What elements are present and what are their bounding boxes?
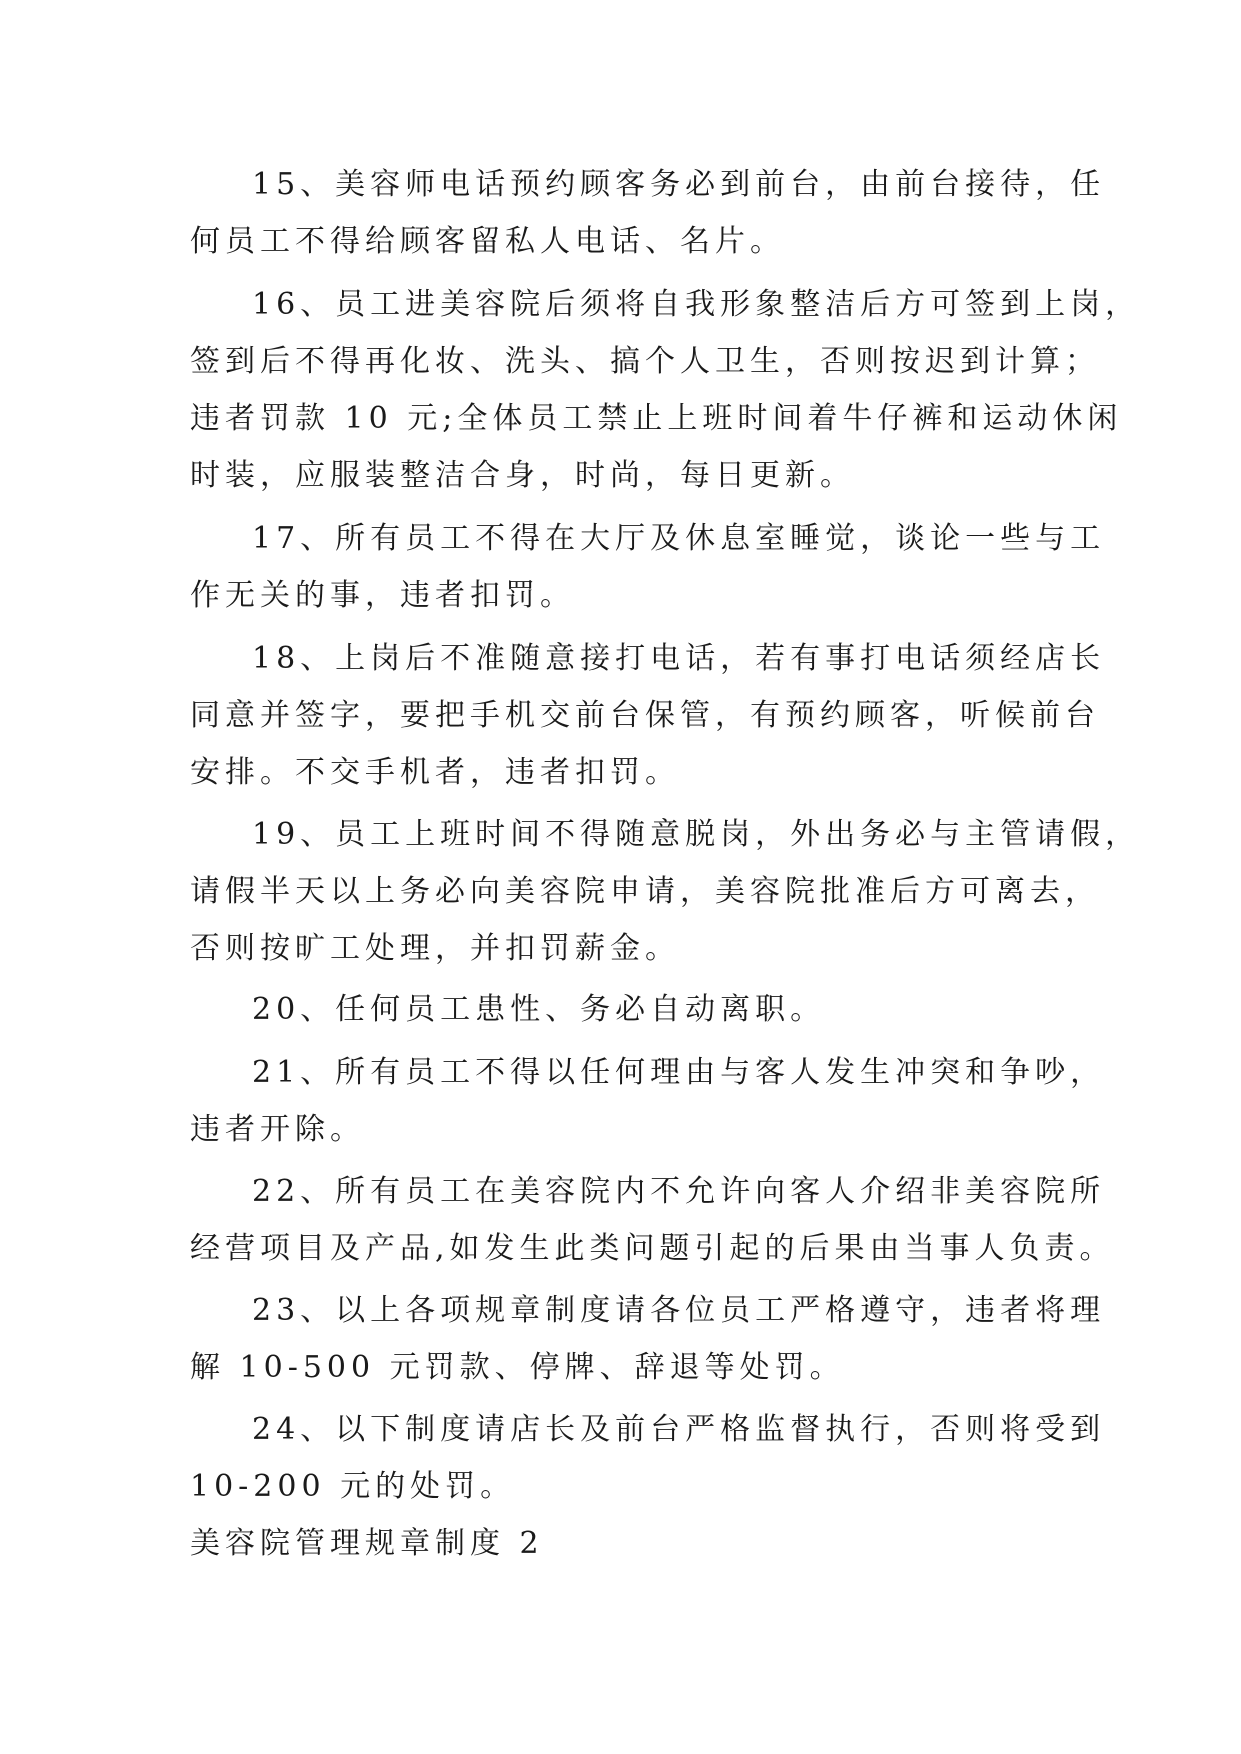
paragraph-22-line-2: 经营项目及产品,如发生此类问题引起的后果由当事人负责。 <box>190 1231 1115 1266</box>
paragraph-24-line-2: 10-200 元的处罚。 <box>190 1469 516 1504</box>
paragraph-15-line-1: 15、美容师电话预约顾客务必到前台，由前台接待，任 <box>252 167 1106 202</box>
paragraph-23-line-2: 解 10-500 元罚款、停牌、辞退等处罚。 <box>190 1350 845 1385</box>
paragraph-21-line-2: 违者开除。 <box>190 1112 365 1147</box>
paragraph-15-line-2: 何员工不得给顾客留私人电话、名片。 <box>190 224 785 259</box>
paragraph-19-line-2: 请假半天以上务必向美容院申请，美容院批准后方可离去， <box>190 874 1100 909</box>
paragraph-19-line-3: 否则按旷工处理，并扣罚薪金。 <box>190 931 680 966</box>
paragraph-16-line-4: 时装，应服装整洁合身，时尚，每日更新。 <box>190 458 855 493</box>
paragraph-19-line-1: 19、员工上班时间不得随意脱岗，外出务必与主管请假， <box>252 817 1141 852</box>
paragraph-18-line-1: 18、上岗后不准随意接打电话，若有事打电话须经店长 <box>252 641 1106 676</box>
paragraph-23-line-1: 23、以上各项规章制度请各位员工严格遵守，违者将理 <box>252 1293 1106 1328</box>
paragraph-21-line-1: 21、所有员工不得以任何理由与客人发生冲突和争吵， <box>252 1055 1106 1090</box>
paragraph-18-line-2: 同意并签字，要把手机交前台保管，有预约顾客，听候前台 <box>190 698 1100 733</box>
paragraph-17-line-2: 作无关的事，违者扣罚。 <box>190 578 575 613</box>
paragraph-22-line-1: 22、所有员工在美容院内不允许向客人介绍非美容院所 <box>252 1174 1106 1209</box>
paragraph-24-line-1: 24、以下制度请店长及前台严格监督执行，否则将受到 <box>252 1412 1106 1447</box>
paragraph-17-line-1: 17、所有员工不得在大厅及休息室睡觉，谈论一些与工 <box>252 521 1106 556</box>
paragraph-16-line-1: 16、员工进美容院后须将自我形象整洁后方可签到上岗， <box>252 287 1141 322</box>
section-heading: 美容院管理规章制度 2 <box>190 1526 544 1561</box>
paragraph-18-line-3: 安排。不交手机者，违者扣罚。 <box>190 755 680 790</box>
paragraph-16-line-2: 签到后不得再化妆、洗头、搞个人卫生，否则按迟到计算； <box>190 344 1100 379</box>
paragraph-20-line-1: 20、任何员工患性、务必自动离职。 <box>252 992 826 1027</box>
paragraph-16-line-3: 违者罚款 10 元;全体员工禁止上班时间着牛仔裤和运动休闲 <box>190 401 1123 436</box>
